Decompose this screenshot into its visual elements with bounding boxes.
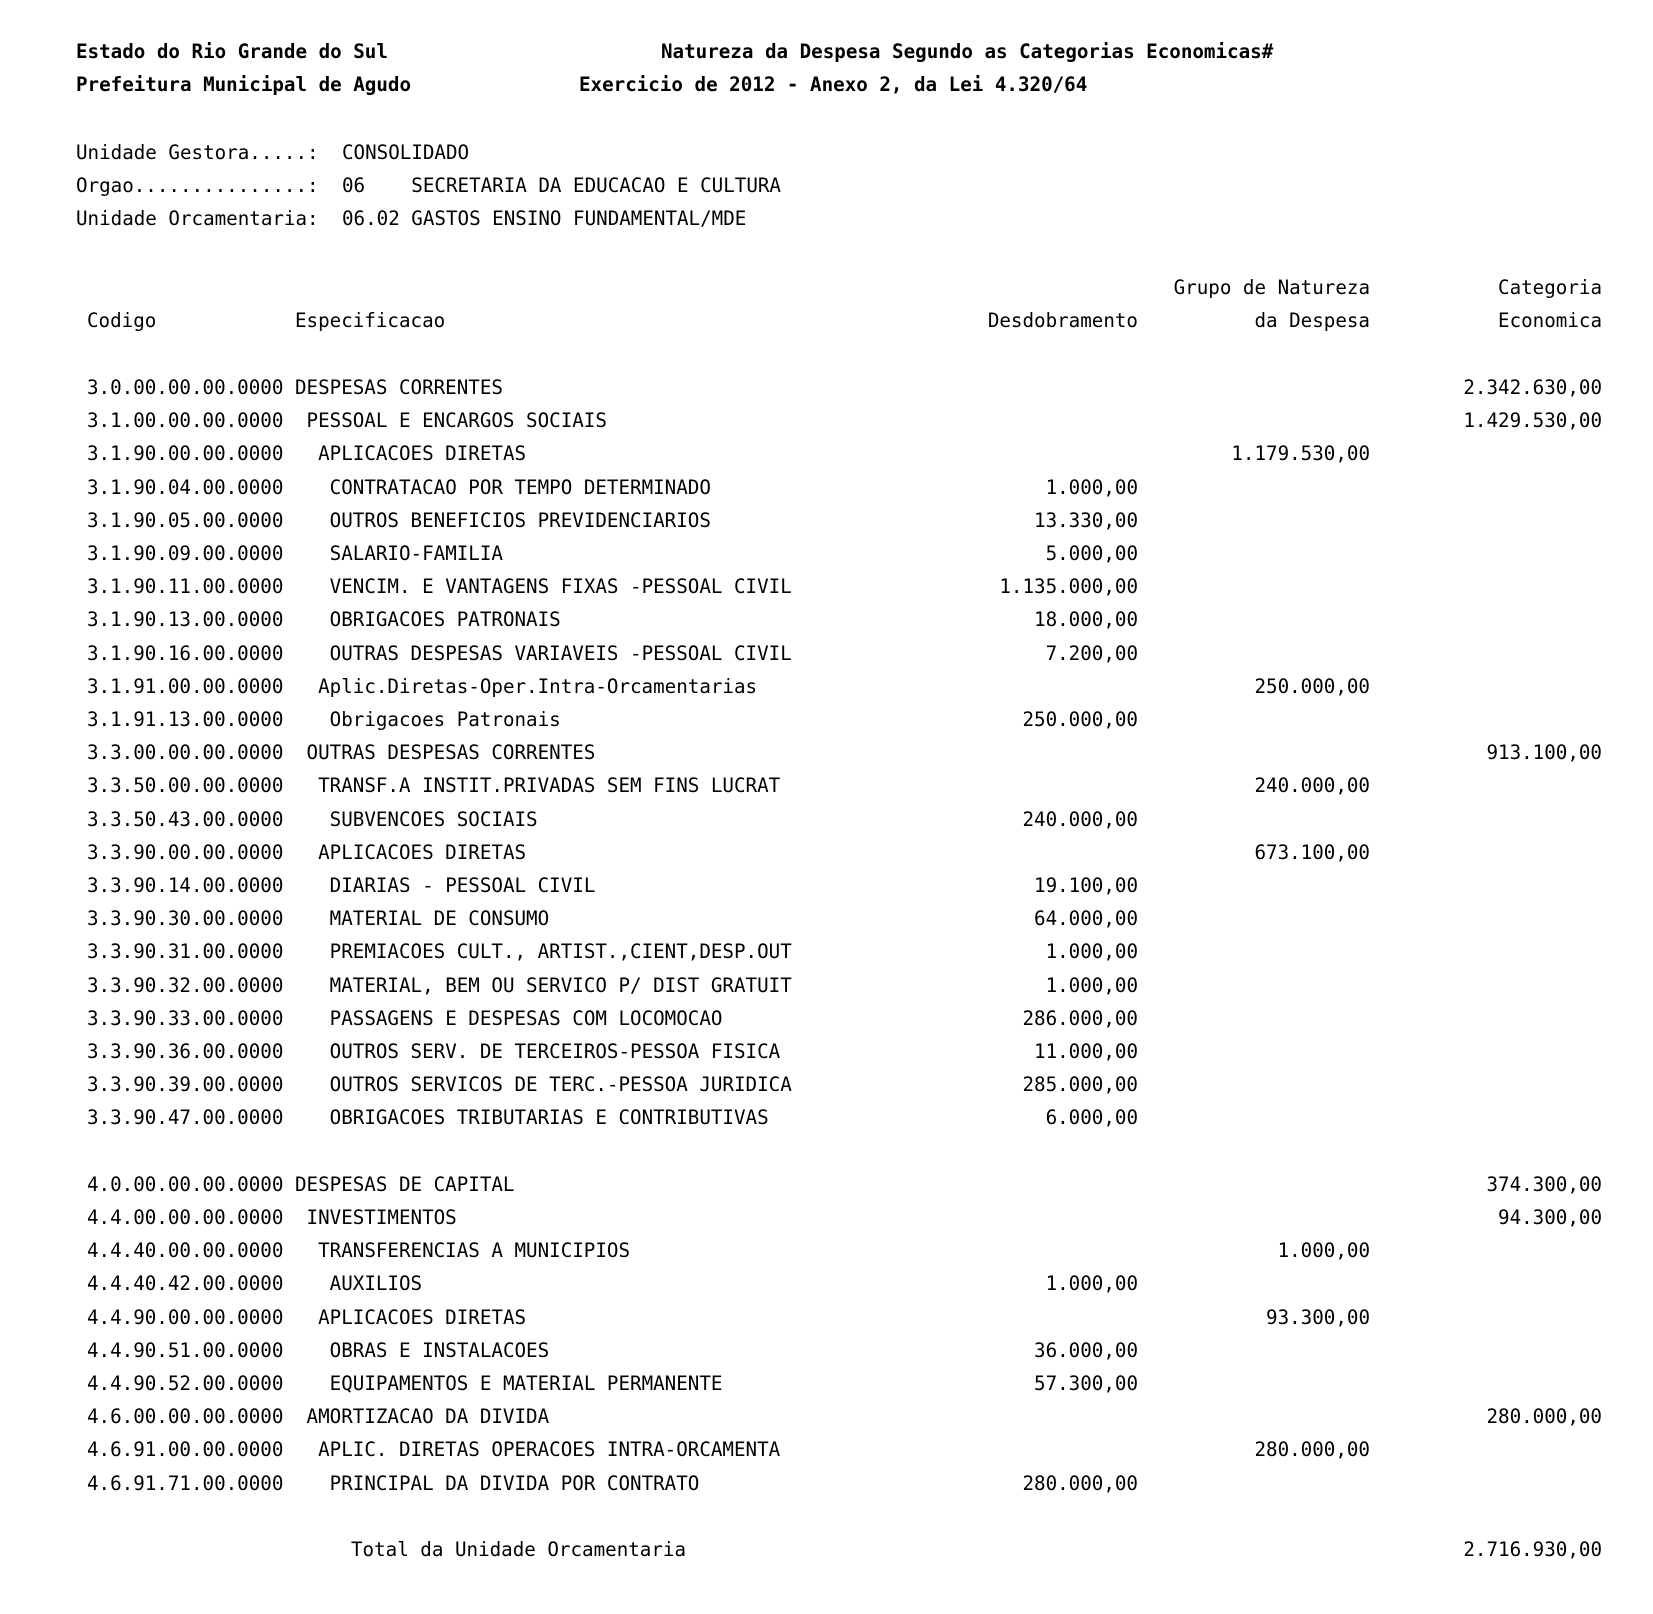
cell-desdobramento: 1.000,00 [1045, 475, 1138, 499]
cell-desdobramento: 285.000,00 [1022, 1073, 1138, 1097]
row-spec: SALARIO-FAMILIA [329, 541, 503, 565]
info-line-orcamentaria [0, 202, 1653, 235]
row-code: 3.1.91.13.00.0000 [87, 707, 284, 731]
row-spec: OUTRAS DESPESAS CORRENTES [306, 741, 596, 765]
cell-desdobramento: 1.000,00 [1045, 973, 1138, 997]
row-spec: OBRAS E INSTALACOES [329, 1338, 550, 1362]
table-row [0, 1301, 1653, 1334]
row-code: 4.6.91.71.00.0000 [87, 1471, 284, 1495]
row-code: 3.1.90.09.00.0000 [87, 541, 284, 565]
table-row [0, 803, 1653, 836]
row-spec: AMORTIZACAO DA DIVIDA [306, 1405, 550, 1429]
desdobramento-column-header: Desdobramento [987, 309, 1138, 333]
row-code: 3.3.90.30.00.0000 [87, 907, 284, 931]
report-header-line1 [0, 35, 1653, 68]
orcamentaria-value: 06.02 GASTOS ENSINO FUNDAMENTAL/MDE [342, 207, 747, 231]
cell-desdobramento: 18.000,00 [1034, 608, 1138, 632]
cell-grupo: 93.300,00 [1266, 1305, 1370, 1329]
row-spec: PRINCIPAL DA DIVIDA POR CONTRATO [329, 1471, 700, 1495]
orgao-label: Orgao...............: [76, 174, 319, 198]
row-spec: OUTROS SERV. DE TERCEIROS-PESSOA FISICA [329, 1039, 781, 1063]
cell-desdobramento: 250.000,00 [1022, 707, 1138, 731]
row-spec: VENCIM. E VANTAGENS FIXAS -PESSOAL CIVIL [329, 575, 792, 599]
grupo-column-header-line1: Grupo de Natureza [1173, 276, 1370, 300]
row-code: 4.6.00.00.00.0000 [87, 1405, 284, 1429]
table-row [0, 637, 1653, 670]
cell-desdobramento: 1.000,00 [1045, 1272, 1138, 1296]
cell-desdobramento: 240.000,00 [1022, 807, 1138, 831]
codigo-column-header: Codigo [87, 309, 157, 333]
info-line-orgao [0, 169, 1653, 202]
cell-categoria: 280.000,00 [1486, 1405, 1602, 1429]
row-spec: APLICACOES DIRETAS [318, 840, 527, 864]
table-row [0, 1400, 1653, 1433]
row-spec: OUTROS SERVICOS DE TERC.-PESSOA JURIDICA [329, 1073, 792, 1097]
cell-desdobramento: 5.000,00 [1045, 541, 1138, 565]
categoria-column-header-line2: Economica [1498, 309, 1602, 333]
grupo-column-header-line2: da Despesa [1254, 309, 1370, 333]
table-row [0, 836, 1653, 869]
row-code: 3.3.90.39.00.0000 [87, 1073, 284, 1097]
cell-desdobramento: 19.100,00 [1034, 873, 1138, 897]
org-name-line1: Estado do Rio Grande do Sul [76, 40, 388, 64]
cell-desdobramento: 7.200,00 [1045, 641, 1138, 665]
column-header-line1 [0, 271, 1653, 304]
row-spec: PASSAGENS E DESPESAS COM LOCOMOCAO [329, 1006, 723, 1030]
cell-grupo: 280.000,00 [1254, 1438, 1370, 1462]
info-line-gestora [0, 136, 1653, 169]
table-row [0, 1035, 1653, 1068]
org-name-line2: Prefeitura Municipal de Agudo [76, 73, 412, 97]
row-code: 3.1.90.11.00.0000 [87, 575, 284, 599]
especificacao-column-header: Especificacao [295, 309, 446, 333]
orgao-value: 06 SECRETARIA DA EDUCACAO E CULTURA [342, 174, 781, 198]
cell-categoria: 913.100,00 [1486, 741, 1602, 765]
table-row [0, 1334, 1653, 1367]
table-row [0, 504, 1653, 537]
row-code: 3.1.90.00.00.0000 [87, 442, 284, 466]
table-row [0, 404, 1653, 437]
row-spec: APLICACOES DIRETAS [318, 1305, 527, 1329]
table-row [0, 969, 1653, 1002]
row-spec: EQUIPAMENTOS E MATERIAL PERMANENTE [329, 1371, 723, 1395]
total-label: Total da Unidade Orcamentaria [351, 1538, 687, 1562]
row-code: 3.1.90.04.00.0000 [87, 475, 284, 499]
cell-grupo: 240.000,00 [1254, 774, 1370, 798]
cell-desdobramento: 36.000,00 [1034, 1338, 1138, 1362]
report-header-line2 [0, 68, 1653, 101]
row-spec: INVESTIMENTOS [306, 1205, 457, 1229]
row-spec: OUTROS BENEFICIOS PREVIDENCIARIOS [329, 508, 711, 532]
row-code: 4.6.91.00.00.0000 [87, 1438, 284, 1462]
row-code: 3.3.00.00.00.0000 [87, 741, 284, 765]
table-row [0, 1367, 1653, 1400]
cell-desdobramento: 286.000,00 [1022, 1006, 1138, 1030]
row-spec: TRANSFERENCIAS A MUNICIPIOS [318, 1239, 631, 1263]
cell-desdobramento: 64.000,00 [1034, 907, 1138, 931]
row-code: 3.3.90.47.00.0000 [87, 1106, 284, 1130]
cell-categoria: 1.429.530,00 [1463, 409, 1602, 433]
row-spec: OUTRAS DESPESAS VARIAVEIS -PESSOAL CIVIL [329, 641, 792, 665]
row-code: 3.1.00.00.00.0000 [87, 409, 284, 433]
table-row [0, 570, 1653, 603]
column-header-line2 [0, 304, 1653, 337]
row-spec: MATERIAL DE CONSUMO [329, 907, 550, 931]
orcamentaria-label: Unidade Orcamentaria: [76, 207, 319, 231]
table-row [0, 935, 1653, 968]
table-row [0, 1002, 1653, 1035]
table-row [0, 1467, 1653, 1500]
row-code: 3.3.90.36.00.0000 [87, 1039, 284, 1063]
table-row [0, 902, 1653, 935]
row-spec: OBRIGACOES PATRONAIS [329, 608, 561, 632]
cell-grupo: 1.000,00 [1277, 1239, 1370, 1263]
table-row [0, 703, 1653, 736]
row-code: 3.3.50.00.00.0000 [87, 774, 284, 798]
row-spec: SUBVENCOES SOCIAIS [329, 807, 538, 831]
table-row [0, 736, 1653, 769]
cell-desdobramento: 13.330,00 [1034, 508, 1138, 532]
row-spec: PESSOAL E ENCARGOS SOCIAIS [306, 409, 607, 433]
cell-grupo: 673.100,00 [1254, 840, 1370, 864]
row-code: 4.0.00.00.00.0000 [87, 1172, 284, 1196]
row-code: 4.4.90.52.00.0000 [87, 1371, 284, 1395]
row-spec: CONTRATACAO POR TEMPO DETERMINADO [329, 475, 711, 499]
row-code: 3.3.90.31.00.0000 [87, 940, 284, 964]
cell-desdobramento: 11.000,00 [1034, 1039, 1138, 1063]
gestora-value: CONSOLIDADO [342, 141, 470, 165]
row-spec: PREMIACOES CULT., ARTIST.,CIENT,DESP.OUT [329, 940, 792, 964]
report-subtitle: Exercicio de 2012 - Anexo 2, da Lei 4.320/64 [579, 73, 1088, 97]
row-spec: DESPESAS CORRENTES [295, 375, 503, 399]
row-code: 3.0.00.00.00.0000 [87, 375, 284, 399]
table-row [0, 1168, 1653, 1201]
total-line [0, 1533, 1653, 1566]
row-code: 3.1.91.00.00.0000 [87, 674, 284, 698]
cell-desdobramento: 6.000,00 [1045, 1106, 1138, 1130]
row-code: 3.1.90.16.00.0000 [87, 641, 284, 665]
table-row [0, 1234, 1653, 1267]
table-row [0, 537, 1653, 570]
table-row [0, 1267, 1653, 1300]
row-spec: MATERIAL, BEM OU SERVICO P/ DIST GRATUIT [329, 973, 792, 997]
row-spec: OBRIGACOES TRIBUTARIAS E CONTRIBUTIVAS [329, 1106, 769, 1130]
row-spec: TRANSF.A INSTIT.PRIVADAS SEM FINS LUCRAT [318, 774, 781, 798]
cell-desdobramento: 1.135.000,00 [999, 575, 1138, 599]
row-code: 3.3.90.14.00.0000 [87, 873, 284, 897]
table-row [0, 1068, 1653, 1101]
report-title: Natureza da Despesa Segundo as Categorias Economicas# [661, 40, 1274, 64]
row-code: 4.4.40.00.00.0000 [87, 1239, 284, 1263]
row-spec: Obrigacoes Patronais [329, 707, 561, 731]
cell-desdobramento: 280.000,00 [1022, 1471, 1138, 1495]
row-code: 4.4.90.51.00.0000 [87, 1338, 284, 1362]
cell-categoria: 2.342.630,00 [1463, 375, 1602, 399]
table-row [0, 1101, 1653, 1134]
gestora-label: Unidade Gestora.....: [76, 141, 319, 165]
cell-grupo: 250.000,00 [1254, 674, 1370, 698]
row-code: 3.3.50.43.00.0000 [87, 807, 284, 831]
table-row [0, 670, 1653, 703]
row-code: 4.4.40.42.00.0000 [87, 1272, 284, 1296]
row-spec: DESPESAS DE CAPITAL [295, 1172, 515, 1196]
row-spec: Aplic.Diretas-Oper.Intra-Orcamentarias [318, 674, 758, 698]
cell-grupo: 1.179.530,00 [1231, 442, 1370, 466]
cell-categoria: 94.300,00 [1498, 1205, 1602, 1229]
total-value: 2.716.930,00 [1463, 1538, 1602, 1562]
row-spec: APLIC. DIRETAS OPERACOES INTRA-ORCAMENTA [318, 1438, 781, 1462]
table-row [0, 869, 1653, 902]
table-row [0, 603, 1653, 636]
row-code: 3.1.90.13.00.0000 [87, 608, 284, 632]
cell-desdobramento: 57.300,00 [1034, 1371, 1138, 1395]
table-row [0, 769, 1653, 802]
row-code: 4.4.00.00.00.0000 [87, 1205, 284, 1229]
cell-categoria: 374.300,00 [1486, 1172, 1602, 1196]
table-row [0, 371, 1653, 404]
table-row [0, 471, 1653, 504]
row-code: 3.3.90.33.00.0000 [87, 1006, 284, 1030]
row-spec: APLICACOES DIRETAS [318, 442, 527, 466]
row-code: 4.4.90.00.00.0000 [87, 1305, 284, 1329]
categoria-column-header-line1: Categoria [1498, 276, 1602, 300]
row-code: 3.3.90.32.00.0000 [87, 973, 284, 997]
table-row [0, 1201, 1653, 1234]
row-spec: DIARIAS - PESSOAL CIVIL [329, 873, 596, 897]
cell-desdobramento: 1.000,00 [1045, 940, 1138, 964]
row-spec: AUXILIOS [329, 1272, 423, 1296]
row-code: 3.1.90.05.00.0000 [87, 508, 284, 532]
table-row [0, 1433, 1653, 1466]
row-code: 3.3.90.00.00.0000 [87, 840, 284, 864]
table-row [0, 437, 1653, 470]
